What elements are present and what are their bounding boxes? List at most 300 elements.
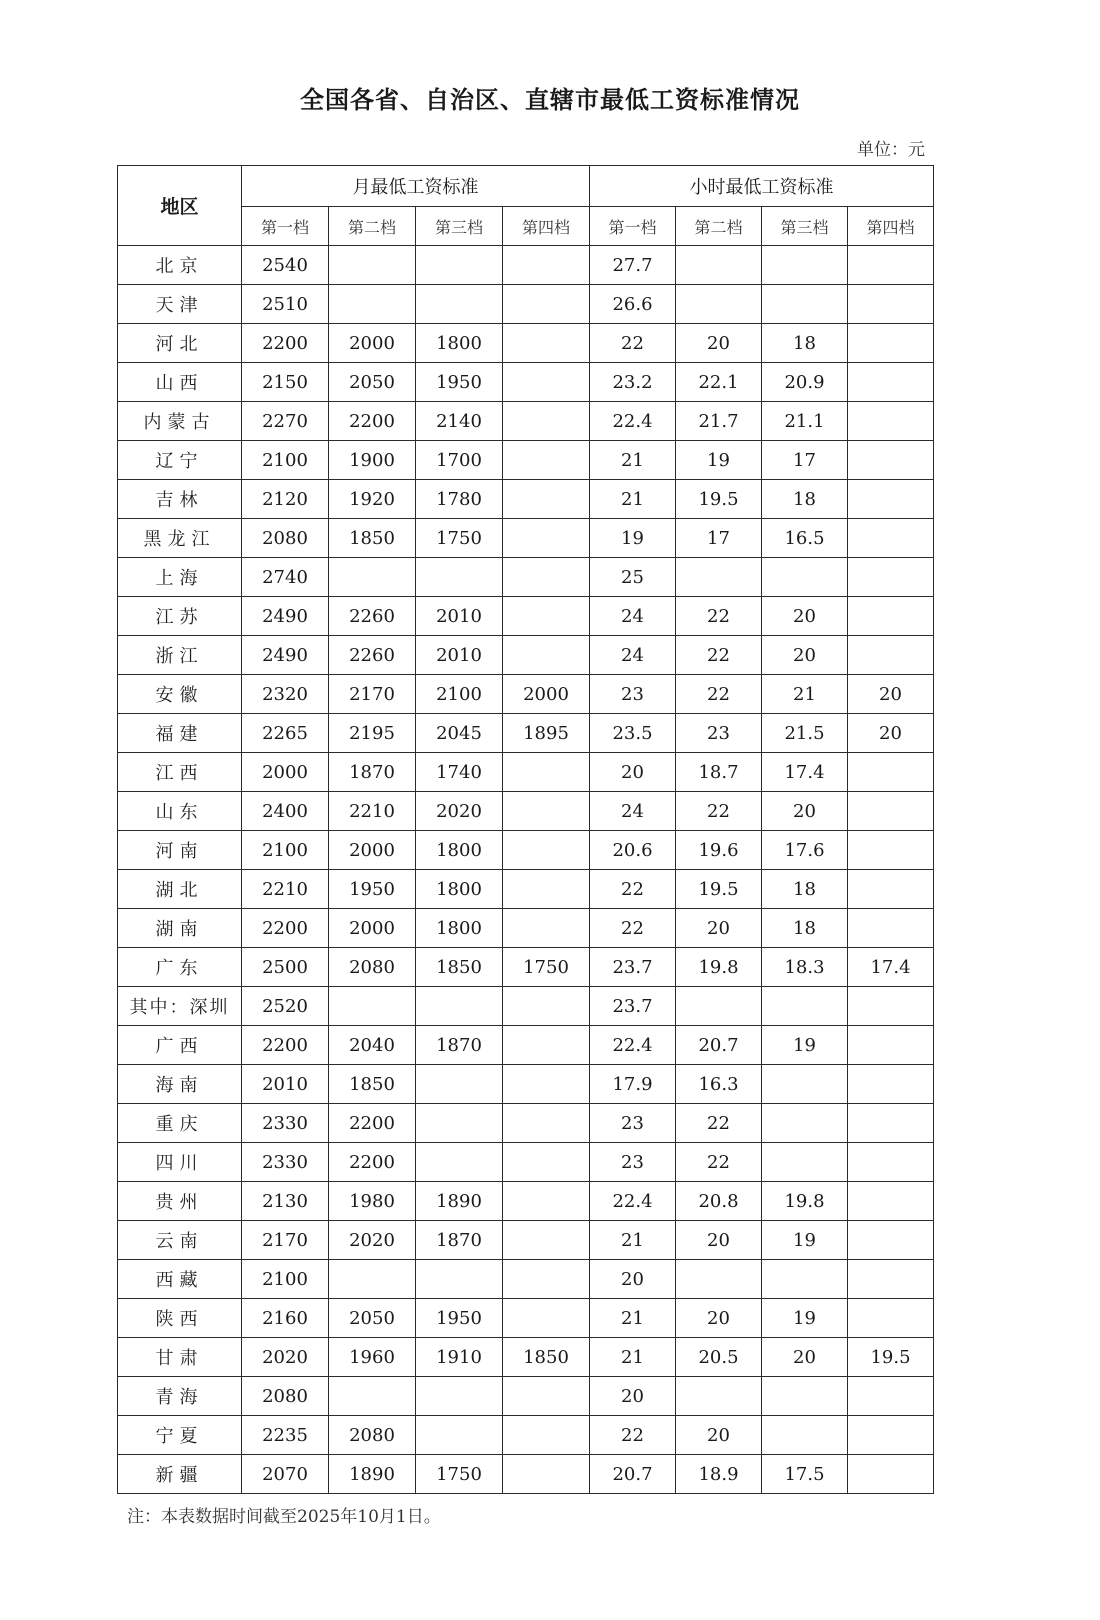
table-row — [118, 909, 934, 948]
monthly-tier-2-cell: 1890 — [329, 1455, 416, 1494]
hourly-tier-4-cell — [848, 1143, 934, 1182]
hourly-tier-3-cell: 20 — [762, 636, 848, 675]
hourly-tier-3-cell — [762, 558, 848, 597]
monthly-tier-2-cell: 1850 — [329, 519, 416, 558]
monthly-tier-4-cell: 1850 — [503, 1338, 590, 1377]
hourly-tier-1-cell: 23.7 — [590, 987, 676, 1026]
hourly-tier-1-cell: 24 — [590, 792, 676, 831]
table-row — [118, 1026, 934, 1065]
hourly-tier-4-cell — [848, 1065, 934, 1104]
hourly-tier-4-cell — [848, 519, 934, 558]
monthly-tier-4-cell: 1895 — [503, 714, 590, 753]
region-cell: 陕西 — [118, 1299, 242, 1338]
table-row — [118, 1299, 934, 1338]
table-row — [118, 1416, 934, 1455]
monthly-tier-3-cell — [416, 1377, 503, 1416]
monthly-tier-3-cell: 1890 — [416, 1182, 503, 1221]
hourly-tier-4-cell — [848, 792, 934, 831]
hourly-tier-2-cell — [676, 246, 762, 285]
monthly-tier-2-cell: 1950 — [329, 870, 416, 909]
hourly-tier-2-cell — [676, 285, 762, 324]
monthly-tier-1-cell: 2330 — [242, 1143, 329, 1182]
monthly-tier-1-cell: 2330 — [242, 1104, 329, 1143]
monthly-tier-1-cell: 2540 — [242, 246, 329, 285]
monthly-tier-4-cell — [503, 1455, 590, 1494]
monthly-tier-3-cell: 1740 — [416, 753, 503, 792]
unit-label: 单位：元 — [857, 140, 925, 160]
hourly-tier-2-cell: 18.7 — [676, 753, 762, 792]
monthly-tier-2-cell: 1850 — [329, 1065, 416, 1104]
hourly-tier-3-cell: 19 — [762, 1026, 848, 1065]
hourly-tier-2-header: 第二档 — [676, 207, 762, 246]
monthly-tier-3-cell — [416, 1416, 503, 1455]
monthly-tier-3-cell: 2020 — [416, 792, 503, 831]
monthly-tier-1-cell: 2490 — [242, 636, 329, 675]
table-row — [118, 792, 934, 831]
monthly-tier-1-cell: 2400 — [242, 792, 329, 831]
table-row — [118, 1338, 934, 1377]
table-row — [118, 519, 934, 558]
monthly-tier-2-cell — [329, 1260, 416, 1299]
hourly-tier-4-cell: 19.5 — [848, 1338, 934, 1377]
hourly-tier-3-cell — [762, 1377, 848, 1416]
hourly-tier-2-cell: 20.7 — [676, 1026, 762, 1065]
monthly-tier-2-cell: 2200 — [329, 402, 416, 441]
monthly-tier-3-cell: 1950 — [416, 1299, 503, 1338]
monthly-tier-1-cell: 2320 — [242, 675, 329, 714]
hourly-tier-4-cell — [848, 831, 934, 870]
hourly-tier-2-cell: 20 — [676, 1221, 762, 1260]
monthly-tier-2-cell: 2260 — [329, 636, 416, 675]
monthly-tier-1-cell: 2080 — [242, 1377, 329, 1416]
hourly-tier-1-cell: 23 — [590, 1143, 676, 1182]
table-row — [118, 480, 934, 519]
monthly-tier-1-cell: 2740 — [242, 558, 329, 597]
hourly-tier-1-cell: 22 — [590, 870, 676, 909]
hourly-tier-3-cell: 17.6 — [762, 831, 848, 870]
region-cell: 河南 — [118, 831, 242, 870]
monthly-tier-1-cell: 2070 — [242, 1455, 329, 1494]
hourly-tier-1-cell: 23.2 — [590, 363, 676, 402]
hourly-tier-4-cell — [848, 246, 934, 285]
region-cell: 其中：深圳 — [118, 987, 242, 1026]
region-cell: 山西 — [118, 363, 242, 402]
hourly-tier-1-cell: 22 — [590, 324, 676, 363]
hourly-tier-1-cell: 19 — [590, 519, 676, 558]
hourly-tier-3-cell: 18 — [762, 909, 848, 948]
hourly-header: 小时最低工资标准 — [590, 166, 934, 207]
monthly-tier-4-cell — [503, 246, 590, 285]
hourly-tier-1-cell: 22 — [590, 1416, 676, 1455]
monthly-tier-1-cell: 2200 — [242, 324, 329, 363]
region-cell: 天津 — [118, 285, 242, 324]
hourly-tier-3-cell: 17 — [762, 441, 848, 480]
hourly-tier-3-cell: 20.9 — [762, 363, 848, 402]
hourly-tier-4-cell — [848, 285, 934, 324]
monthly-tier-3-cell — [416, 1065, 503, 1104]
hourly-tier-4-header: 第四档 — [848, 207, 934, 246]
monthly-tier-1-cell: 2000 — [242, 753, 329, 792]
hourly-tier-1-cell: 27.7 — [590, 246, 676, 285]
hourly-tier-2-cell: 20.5 — [676, 1338, 762, 1377]
region-cell: 四川 — [118, 1143, 242, 1182]
page-title: 全国各省、自治区、直辖市最低工资标准情况 — [300, 86, 800, 114]
region-cell: 云南 — [118, 1221, 242, 1260]
hourly-tier-3-cell — [762, 1143, 848, 1182]
monthly-tier-1-cell: 2100 — [242, 1260, 329, 1299]
monthly-tier-1-cell: 2200 — [242, 1026, 329, 1065]
monthly-tier-4-cell — [503, 480, 590, 519]
monthly-tier-4-cell — [503, 870, 590, 909]
monthly-tier-1-cell: 2170 — [242, 1221, 329, 1260]
region-cell: 湖南 — [118, 909, 242, 948]
monthly-tier-4-cell — [503, 1026, 590, 1065]
monthly-tier-3-cell: 1950 — [416, 363, 503, 402]
hourly-tier-2-cell: 22 — [676, 1104, 762, 1143]
monthly-tier-2-cell: 2000 — [329, 831, 416, 870]
region-cell: 西藏 — [118, 1260, 242, 1299]
hourly-tier-4-cell — [848, 597, 934, 636]
table-row — [118, 1377, 934, 1416]
hourly-tier-1-cell: 23 — [590, 1104, 676, 1143]
monthly-tier-3-cell: 2100 — [416, 675, 503, 714]
monthly-tier-1-cell: 2100 — [242, 831, 329, 870]
monthly-tier-4-cell — [503, 1221, 590, 1260]
monthly-tier-3-cell — [416, 1104, 503, 1143]
hourly-tier-3-cell: 19 — [762, 1221, 848, 1260]
monthly-tier-2-cell — [329, 1377, 416, 1416]
monthly-tier-3-cell — [416, 558, 503, 597]
monthly-tier-1-cell: 2200 — [242, 909, 329, 948]
monthly-tier-4-cell — [503, 597, 590, 636]
monthly-tier-3-cell — [416, 285, 503, 324]
monthly-tier-3-cell: 1850 — [416, 948, 503, 987]
region-cell: 江苏 — [118, 597, 242, 636]
hourly-tier-4-cell — [848, 441, 934, 480]
hourly-tier-4-cell — [848, 1377, 934, 1416]
monthly-tier-1-header: 第一档 — [242, 207, 329, 246]
hourly-tier-2-cell: 16.3 — [676, 1065, 762, 1104]
hourly-tier-4-cell — [848, 363, 934, 402]
monthly-tier-1-cell: 2080 — [242, 519, 329, 558]
monthly-tier-1-cell: 2500 — [242, 948, 329, 987]
hourly-tier-1-cell: 20 — [590, 753, 676, 792]
monthly-tier-1-cell: 2265 — [242, 714, 329, 753]
monthly-tier-3-cell: 1700 — [416, 441, 503, 480]
hourly-tier-4-cell — [848, 1416, 934, 1455]
hourly-tier-3-cell: 19 — [762, 1299, 848, 1338]
hourly-tier-2-cell: 18.9 — [676, 1455, 762, 1494]
monthly-tier-1-cell: 2520 — [242, 987, 329, 1026]
monthly-tier-3-cell: 1870 — [416, 1026, 503, 1065]
region-cell: 湖北 — [118, 870, 242, 909]
hourly-tier-4-cell — [848, 480, 934, 519]
hourly-tier-4-cell — [848, 402, 934, 441]
table-row — [118, 558, 934, 597]
hourly-tier-2-cell — [676, 558, 762, 597]
monthly-tier-3-cell: 1800 — [416, 870, 503, 909]
monthly-tier-3-cell: 2045 — [416, 714, 503, 753]
hourly-tier-2-cell: 22 — [676, 675, 762, 714]
monthly-tier-3-cell — [416, 1143, 503, 1182]
monthly-tier-4-cell — [503, 285, 590, 324]
monthly-tier-1-cell: 2210 — [242, 870, 329, 909]
monthly-tier-2-cell: 2195 — [329, 714, 416, 753]
monthly-tier-3-cell — [416, 1260, 503, 1299]
region-header: 地区 — [118, 166, 242, 246]
hourly-tier-1-cell: 20 — [590, 1377, 676, 1416]
region-cell: 青海 — [118, 1377, 242, 1416]
monthly-tier-1-cell: 2270 — [242, 402, 329, 441]
table-row — [118, 1260, 934, 1299]
table-row — [118, 987, 934, 1026]
hourly-tier-3-cell: 18 — [762, 324, 848, 363]
table-row — [118, 285, 934, 324]
region-cell: 新疆 — [118, 1455, 242, 1494]
monthly-tier-2-cell: 2040 — [329, 1026, 416, 1065]
hourly-tier-2-cell: 22 — [676, 1143, 762, 1182]
table-row — [118, 363, 934, 402]
hourly-tier-2-cell: 20.8 — [676, 1182, 762, 1221]
monthly-tier-4-cell — [503, 987, 590, 1026]
monthly-tier-3-cell — [416, 246, 503, 285]
monthly-tier-4-cell — [503, 1143, 590, 1182]
monthly-tier-3-cell: 1800 — [416, 324, 503, 363]
hourly-tier-2-cell: 19.5 — [676, 870, 762, 909]
monthly-tier-4-cell — [503, 519, 590, 558]
hourly-tier-3-cell — [762, 246, 848, 285]
hourly-tier-4-cell — [848, 1104, 934, 1143]
hourly-tier-1-cell: 17.9 — [590, 1065, 676, 1104]
region-cell: 浙江 — [118, 636, 242, 675]
monthly-tier-2-cell: 2200 — [329, 1143, 416, 1182]
hourly-tier-4-cell — [848, 1026, 934, 1065]
monthly-tier-4-cell — [503, 1182, 590, 1221]
monthly-tier-2-cell: 2020 — [329, 1221, 416, 1260]
hourly-tier-2-cell: 20 — [676, 324, 762, 363]
region-cell: 辽宁 — [118, 441, 242, 480]
region-cell: 宁夏 — [118, 1416, 242, 1455]
monthly-tier-2-cell: 2200 — [329, 1104, 416, 1143]
hourly-tier-2-cell: 19.6 — [676, 831, 762, 870]
monthly-tier-2-cell: 2000 — [329, 324, 416, 363]
hourly-tier-4-cell — [848, 753, 934, 792]
table-row — [118, 324, 934, 363]
table-row — [118, 246, 934, 285]
monthly-tier-4-cell — [503, 1416, 590, 1455]
hourly-tier-3-cell: 17.5 — [762, 1455, 848, 1494]
hourly-tier-3-header: 第三档 — [762, 207, 848, 246]
table-row — [118, 1182, 934, 1221]
hourly-tier-2-cell: 20 — [676, 1416, 762, 1455]
hourly-tier-2-cell: 17 — [676, 519, 762, 558]
region-cell: 山东 — [118, 792, 242, 831]
monthly-tier-3-cell: 1800 — [416, 831, 503, 870]
hourly-tier-3-cell: 18 — [762, 870, 848, 909]
hourly-tier-4-cell: 17.4 — [848, 948, 934, 987]
hourly-tier-2-cell — [676, 1377, 762, 1416]
monthly-tier-4-cell — [503, 324, 590, 363]
monthly-tier-3-cell: 1750 — [416, 519, 503, 558]
monthly-tier-4-cell — [503, 1065, 590, 1104]
hourly-tier-3-cell — [762, 1416, 848, 1455]
monthly-tier-2-cell: 2080 — [329, 948, 416, 987]
monthly-tier-1-cell: 2130 — [242, 1182, 329, 1221]
hourly-tier-3-cell: 18.3 — [762, 948, 848, 987]
monthly-tier-1-cell: 2510 — [242, 285, 329, 324]
hourly-tier-3-cell: 16.5 — [762, 519, 848, 558]
monthly-tier-2-cell: 1980 — [329, 1182, 416, 1221]
hourly-tier-1-cell: 24 — [590, 597, 676, 636]
hourly-tier-1-cell: 20.7 — [590, 1455, 676, 1494]
table-row — [118, 1221, 934, 1260]
table-row — [118, 402, 934, 441]
hourly-tier-2-cell — [676, 987, 762, 1026]
monthly-tier-2-cell — [329, 558, 416, 597]
region-cell: 吉林 — [118, 480, 242, 519]
monthly-tier-3-header: 第三档 — [416, 207, 503, 246]
hourly-tier-3-cell: 21 — [762, 675, 848, 714]
hourly-tier-4-cell: 20 — [848, 714, 934, 753]
monthly-tier-2-cell: 1920 — [329, 480, 416, 519]
monthly-tier-2-cell — [329, 246, 416, 285]
hourly-tier-2-cell: 19.8 — [676, 948, 762, 987]
table-row — [118, 441, 934, 480]
hourly-tier-2-cell: 20 — [676, 1299, 762, 1338]
monthly-tier-4-cell — [503, 1299, 590, 1338]
monthly-tier-2-cell: 2170 — [329, 675, 416, 714]
hourly-tier-1-cell: 20.6 — [590, 831, 676, 870]
table-row — [118, 1455, 934, 1494]
hourly-tier-3-cell — [762, 285, 848, 324]
hourly-tier-1-cell: 26.6 — [590, 285, 676, 324]
monthly-tier-3-cell: 2010 — [416, 597, 503, 636]
region-cell: 安徽 — [118, 675, 242, 714]
footnote: 注：本表数据时间截至2025年10月1日。 — [127, 1507, 441, 1527]
hourly-tier-2-cell: 22 — [676, 597, 762, 636]
region-cell: 广西 — [118, 1026, 242, 1065]
hourly-tier-3-cell: 21.1 — [762, 402, 848, 441]
hourly-tier-4-cell — [848, 1182, 934, 1221]
hourly-tier-4-cell — [848, 1260, 934, 1299]
monthly-tier-4-cell — [503, 1104, 590, 1143]
table-row — [118, 1143, 934, 1182]
monthly-tier-3-cell: 1800 — [416, 909, 503, 948]
monthly-tier-1-cell: 2235 — [242, 1416, 329, 1455]
monthly-tier-2-cell: 2210 — [329, 792, 416, 831]
hourly-tier-4-cell — [848, 987, 934, 1026]
monthly-tier-4-header: 第四档 — [503, 207, 590, 246]
region-cell: 福建 — [118, 714, 242, 753]
hourly-tier-1-cell: 20 — [590, 1260, 676, 1299]
monthly-tier-3-cell: 1780 — [416, 480, 503, 519]
monthly-tier-4-cell: 1750 — [503, 948, 590, 987]
region-cell: 重庆 — [118, 1104, 242, 1143]
monthly-tier-1-cell: 2490 — [242, 597, 329, 636]
hourly-tier-2-cell: 21.7 — [676, 402, 762, 441]
hourly-tier-4-cell — [848, 636, 934, 675]
hourly-tier-4-cell — [848, 1221, 934, 1260]
monthly-tier-3-cell: 1870 — [416, 1221, 503, 1260]
monthly-tier-1-cell: 2010 — [242, 1065, 329, 1104]
monthly-tier-3-cell: 2010 — [416, 636, 503, 675]
region-cell: 上海 — [118, 558, 242, 597]
hourly-tier-2-cell: 22.1 — [676, 363, 762, 402]
monthly-tier-2-cell: 1900 — [329, 441, 416, 480]
table-row — [118, 948, 934, 987]
monthly-tier-4-cell — [503, 636, 590, 675]
monthly-tier-2-cell: 2000 — [329, 909, 416, 948]
table-row — [118, 753, 934, 792]
monthly-tier-2-cell: 1960 — [329, 1338, 416, 1377]
hourly-tier-2-cell: 23 — [676, 714, 762, 753]
hourly-tier-4-cell: 20 — [848, 675, 934, 714]
monthly-tier-4-cell — [503, 402, 590, 441]
hourly-tier-3-cell — [762, 1065, 848, 1104]
monthly-tier-4-cell — [503, 753, 590, 792]
table-row — [118, 675, 934, 714]
hourly-tier-4-cell — [848, 870, 934, 909]
hourly-tier-4-cell — [848, 558, 934, 597]
region-cell: 北京 — [118, 246, 242, 285]
monthly-tier-4-cell — [503, 831, 590, 870]
region-cell: 海南 — [118, 1065, 242, 1104]
monthly-tier-1-cell: 2020 — [242, 1338, 329, 1377]
hourly-tier-3-cell: 17.4 — [762, 753, 848, 792]
hourly-tier-1-cell: 23.5 — [590, 714, 676, 753]
wage-table — [117, 165, 934, 1494]
monthly-tier-4-cell — [503, 1260, 590, 1299]
hourly-tier-2-cell — [676, 1260, 762, 1299]
hourly-tier-4-cell — [848, 909, 934, 948]
hourly-tier-4-cell — [848, 324, 934, 363]
table-header — [118, 166, 934, 246]
monthly-tier-1-cell: 2100 — [242, 441, 329, 480]
hourly-tier-1-cell: 22.4 — [590, 1182, 676, 1221]
monthly-tier-2-cell: 2080 — [329, 1416, 416, 1455]
monthly-tier-2-cell — [329, 285, 416, 324]
monthly-tier-4-cell — [503, 909, 590, 948]
region-cell: 河北 — [118, 324, 242, 363]
hourly-tier-2-cell: 19 — [676, 441, 762, 480]
table-row — [118, 636, 934, 675]
monthly-tier-4-cell — [503, 363, 590, 402]
monthly-tier-4-cell: 2000 — [503, 675, 590, 714]
monthly-tier-2-cell — [329, 987, 416, 1026]
region-cell: 江西 — [118, 753, 242, 792]
wage-table-container — [117, 165, 934, 1494]
table-row — [118, 597, 934, 636]
hourly-tier-1-cell: 22.4 — [590, 402, 676, 441]
hourly-tier-1-cell: 21 — [590, 1221, 676, 1260]
monthly-tier-3-cell: 1910 — [416, 1338, 503, 1377]
table-row — [118, 1104, 934, 1143]
hourly-tier-3-cell: 21.5 — [762, 714, 848, 753]
table-row — [118, 870, 934, 909]
monthly-tier-4-cell — [503, 441, 590, 480]
hourly-tier-3-cell: 18 — [762, 480, 848, 519]
monthly-tier-3-cell: 2140 — [416, 402, 503, 441]
hourly-tier-4-cell — [848, 1299, 934, 1338]
monthly-header: 月最低工资标准 — [242, 166, 590, 207]
region-cell: 黑龙江 — [118, 519, 242, 558]
hourly-tier-3-cell: 20 — [762, 792, 848, 831]
hourly-tier-3-cell — [762, 987, 848, 1026]
hourly-tier-2-cell: 20 — [676, 909, 762, 948]
monthly-tier-2-header: 第二档 — [329, 207, 416, 246]
monthly-tier-2-cell: 1870 — [329, 753, 416, 792]
hourly-tier-1-cell: 24 — [590, 636, 676, 675]
